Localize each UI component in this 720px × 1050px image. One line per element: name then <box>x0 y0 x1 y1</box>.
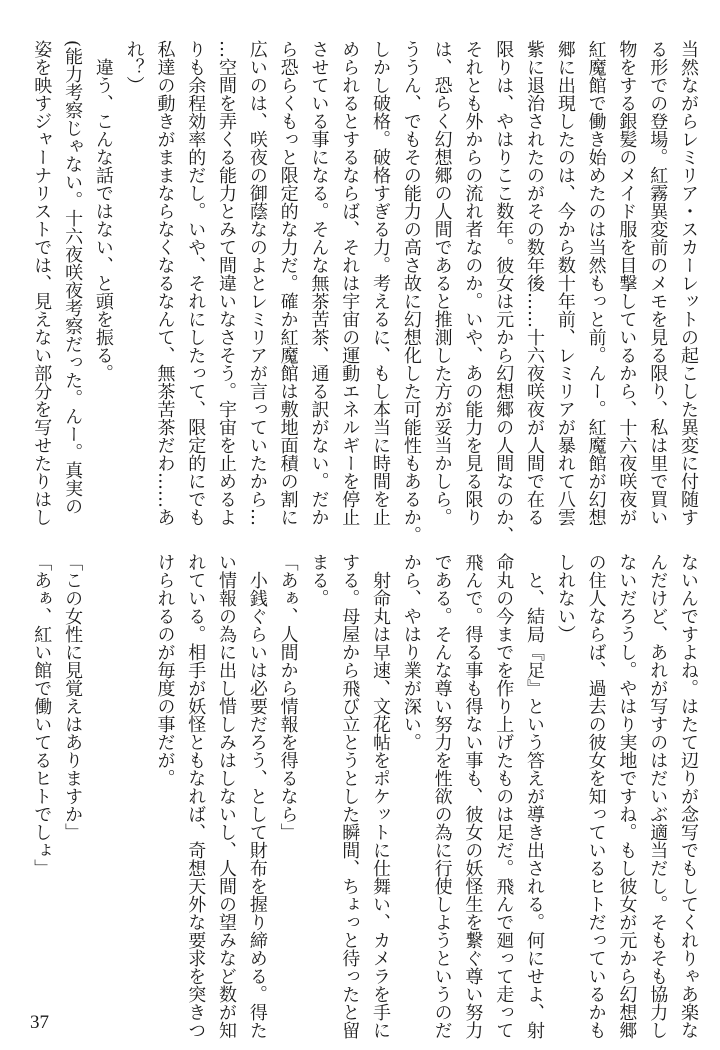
text-line: と、結局『足』という答えが導き出される。何にせよ、射 <box>524 553 546 1039</box>
text-line: まる。 <box>308 553 330 607</box>
text-line: しれない） <box>554 553 576 643</box>
text-line: い情報の為に出し惜しみはしないし、人間の望みなど数が知 <box>216 553 238 1039</box>
text-line: 飛んで。得る事も得ない事も、彼女の妖怪生を繋ぐ尊い努力 <box>462 553 484 1039</box>
text-line: 命丸の今までを作り上げたものは足だ。飛んで廻って走って <box>493 553 515 1039</box>
text-line: められるとするならば、それは宇宙の運動エネルギーを停止 <box>339 40 361 526</box>
text-line: ううん、でもその能力の高さ故に幻想化した可能性もあるか。 <box>400 40 422 544</box>
text-line: 紫に退治されたのがその数年後……十六夜咲夜が人間で在る <box>524 40 546 526</box>
text-line <box>87 553 118 1023</box>
text-line: れている。相手が妖怪ともなれば、奇想天外な要求を突きつ <box>185 553 207 1039</box>
lower-text-block <box>24 553 703 1039</box>
text-line: 限りは、やはりここ数年。彼女は元から幻想郷の人間なのか、 <box>493 40 515 544</box>
text-line: 姿を映すジャーナリストでは、見えない部分を写せたりはし <box>31 40 53 526</box>
text-line: する。母屋から飛び立とうとした瞬間、ちょっと待ったと留 <box>339 553 361 1039</box>
text-line: る形での登場。紅霧異変前のメモを見る限り、私は里で買い <box>647 40 669 526</box>
text-line: りも余程効率的だし。いや、それにしたって、限定的にでも <box>185 40 207 526</box>
text-line: しかし破格。破格すぎる力。考えるに、もし本当に時間を止 <box>370 40 392 526</box>
text-line: である。そんな尊い努力を性欲の為に行使しようというのだ <box>431 553 453 1039</box>
text-line: 射命丸は早速、文花帖をポケットに仕舞い、カメラを手に <box>370 553 392 1039</box>
text-line <box>118 553 149 1023</box>
text-line: ないだろうし。やはり実地ですね。もし彼女が元から幻想郷 <box>616 553 638 1039</box>
text-line: 「あぁ、人間から情報を得るなら」 <box>277 553 299 841</box>
text-line: 私達の動きがままならなくなるなんて、無茶苦茶だわ……あ <box>154 40 176 526</box>
text-line: 「この女性に見覚えはありますか」 <box>62 553 84 841</box>
text-line: は、恐らく幻想郷の人間であると推測した方が妥当かしら。 <box>431 40 453 526</box>
text-line: の住人ならば、過去の彼女を知っているヒトだっているかも <box>585 553 607 1039</box>
page-number: 37 <box>30 1012 49 1033</box>
text-line: (能力考察じゃない。十六夜咲夜考察だった。んー。真実の <box>62 40 84 516</box>
text-line: 紅魔館で働き始めたのは当然もっと前。んー。紅魔館が幻想 <box>585 40 607 526</box>
text-line: れ？） <box>123 40 145 94</box>
text-line: から、やはり業が深い。 <box>400 553 422 751</box>
text-line: 物をする銀髪のメイド服を目撃しているから、十六夜咲夜が <box>616 40 638 526</box>
text-line: 当然ながらレミリア・スカーレットの起こした異変に付随す <box>678 40 699 526</box>
text-line: けられるのが毎度の事だが。 <box>154 553 176 787</box>
text-line: ないんですよね。はたて辺りが念写でもしてくれりゃあ楽な <box>678 553 699 1039</box>
text-line: ら恐らくもっと限定的な力だ。確か紅魔館は敷地面積の割に <box>277 40 299 526</box>
text-line: 郷に出現したのは、今から数十年前、レミリアが暴れて八雲 <box>554 40 576 526</box>
text-line: んだけど、あれが写すのはだいぶ適当だし。そもそも協力し <box>647 553 669 1039</box>
text-line: 小銭ぐらいは必要だろう、として財布を握り締める。得た <box>246 553 268 1039</box>
text-line: …空間を弄くる能力とみて間違いなさそう。宇宙を止めるよ <box>216 40 238 526</box>
text-line: それとも外からの流れ者なのか。いや、あの能力を見る限り <box>462 40 484 526</box>
text-line: 違う、こんな話ではない、と頭を振る。 <box>92 40 114 382</box>
text-line: 「あぁ、紅い館で働いてるヒトでしょ」 <box>31 553 53 877</box>
text-line: 広いのは、咲夜の御蔭なのよとレミリアが言っていたから… <box>246 40 268 526</box>
text-line: させている事になる。そんな無茶苦茶、通る訳がない。だか <box>308 40 330 526</box>
upper-text-block <box>24 40 703 544</box>
